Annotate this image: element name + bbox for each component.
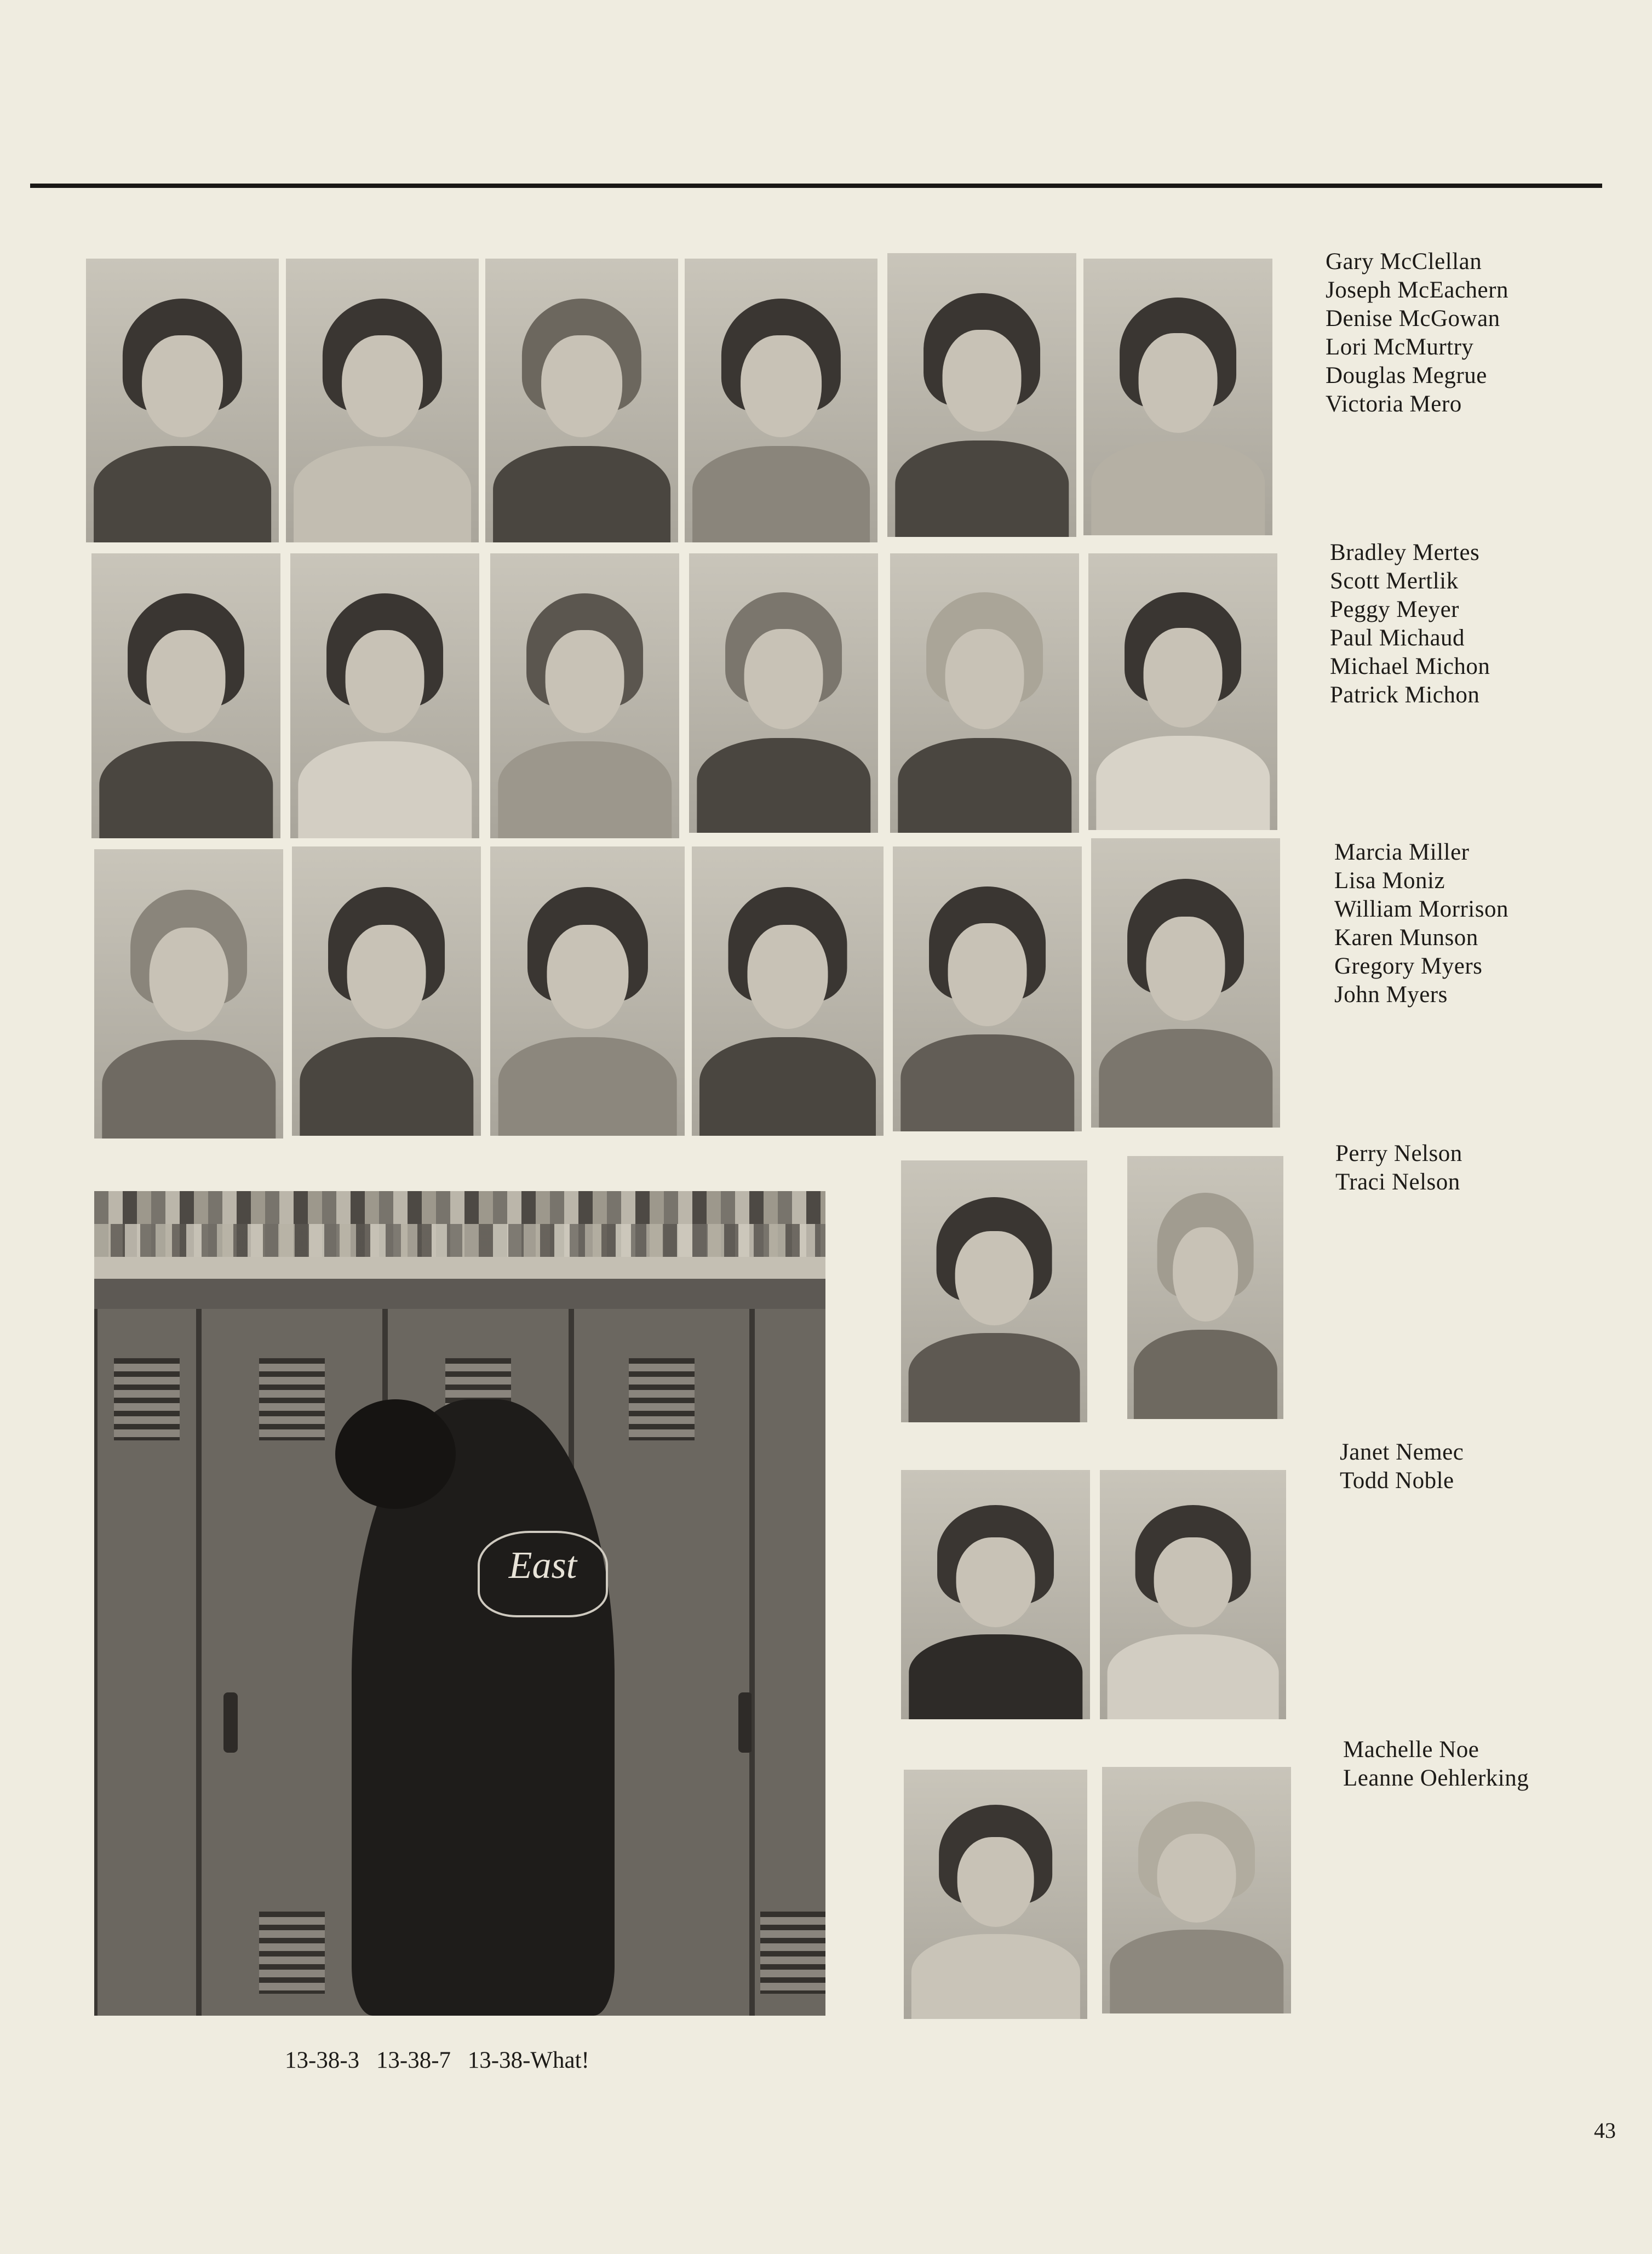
page-number: 43 [1594,2118,1616,2143]
portrait-douglas-megrue [887,253,1076,537]
student-name: Karen Munson [1334,925,1478,951]
student-name: Michael Michon [1330,654,1490,679]
sweatshirt-logo: East [478,1531,608,1617]
portrait-joseph-mceachern [286,259,479,542]
student-name: Patrick Michon [1330,682,1480,708]
locker [94,1309,199,2016]
student-name: William Morrison [1334,896,1508,922]
portrait-patrick-michon [1088,553,1277,830]
portrait-lisa-moniz [292,846,481,1136]
student-name: Lori McMurtry [1326,334,1474,360]
portrait-scott-mertlik [290,553,479,838]
photo-caption: 13-38-3 13-38-7 13-38-What! [285,2047,589,2073]
student-name: Janet Nemec [1340,1439,1464,1465]
portrait-janet-nemec [901,1470,1090,1719]
name-list-4 [1335,1140,1462,1197]
student-name: Traci Nelson [1335,1169,1460,1195]
portrait-perry-nelson [901,1160,1087,1422]
student-name: Denise McGowan [1326,306,1500,331]
portrait-michael-michon [890,553,1079,833]
locker [752,1309,825,2016]
student-name: Lisa Moniz [1334,868,1446,894]
portrait-leanne-oehlerking [1102,1767,1291,2013]
student-name: Victoria Mero [1326,391,1462,417]
portrait-william-morrison [490,846,685,1136]
header-rule [30,184,1602,188]
student-name: Paul Michaud [1330,625,1465,651]
portrait-lori-mcmurtry [685,259,877,542]
student-name: Gary McClellan [1326,249,1482,274]
student-name: Marcia Miller [1334,839,1470,865]
portrait-karen-munson [692,846,884,1136]
name-list-6 [1343,1736,1529,1793]
portrait-gary-mcclellan [86,259,279,542]
portrait-gregory-myers [893,846,1082,1131]
student-name: Scott Mertlik [1330,568,1459,594]
student-name: Bradley Mertes [1330,540,1480,565]
student-name: Leanne Oehlerking [1343,1765,1529,1791]
name-list-3 [1334,838,1508,1009]
name-list-2 [1330,539,1490,710]
portrait-victoria-mero [1083,259,1272,535]
locker-candid-photo [94,1191,825,2016]
portrait-john-myers [1091,838,1280,1128]
name-list-1 [1326,248,1508,419]
student-name: Machelle Noe [1343,1737,1479,1763]
portrait-traci-nelson [1127,1156,1283,1419]
student-name: Peggy Meyer [1330,597,1459,622]
portrait-todd-noble [1100,1470,1286,1719]
portrait-denise-mcgowan [485,259,678,542]
student-name: John Myers [1334,982,1448,1008]
portrait-bradley-mertes [91,553,280,838]
portrait-peggy-meyer [490,553,679,838]
student-name: Joseph McEachern [1326,277,1508,303]
name-list-5 [1340,1438,1464,1495]
student-name: Todd Noble [1340,1468,1454,1494]
portrait-marcia-miller [94,849,283,1139]
student-name: Perry Nelson [1335,1141,1462,1166]
student-name: Gregory Myers [1334,953,1483,979]
portrait-machelle-noe [904,1770,1087,2019]
student-name: Douglas Megrue [1326,363,1487,388]
portrait-paul-michaud [689,553,878,833]
